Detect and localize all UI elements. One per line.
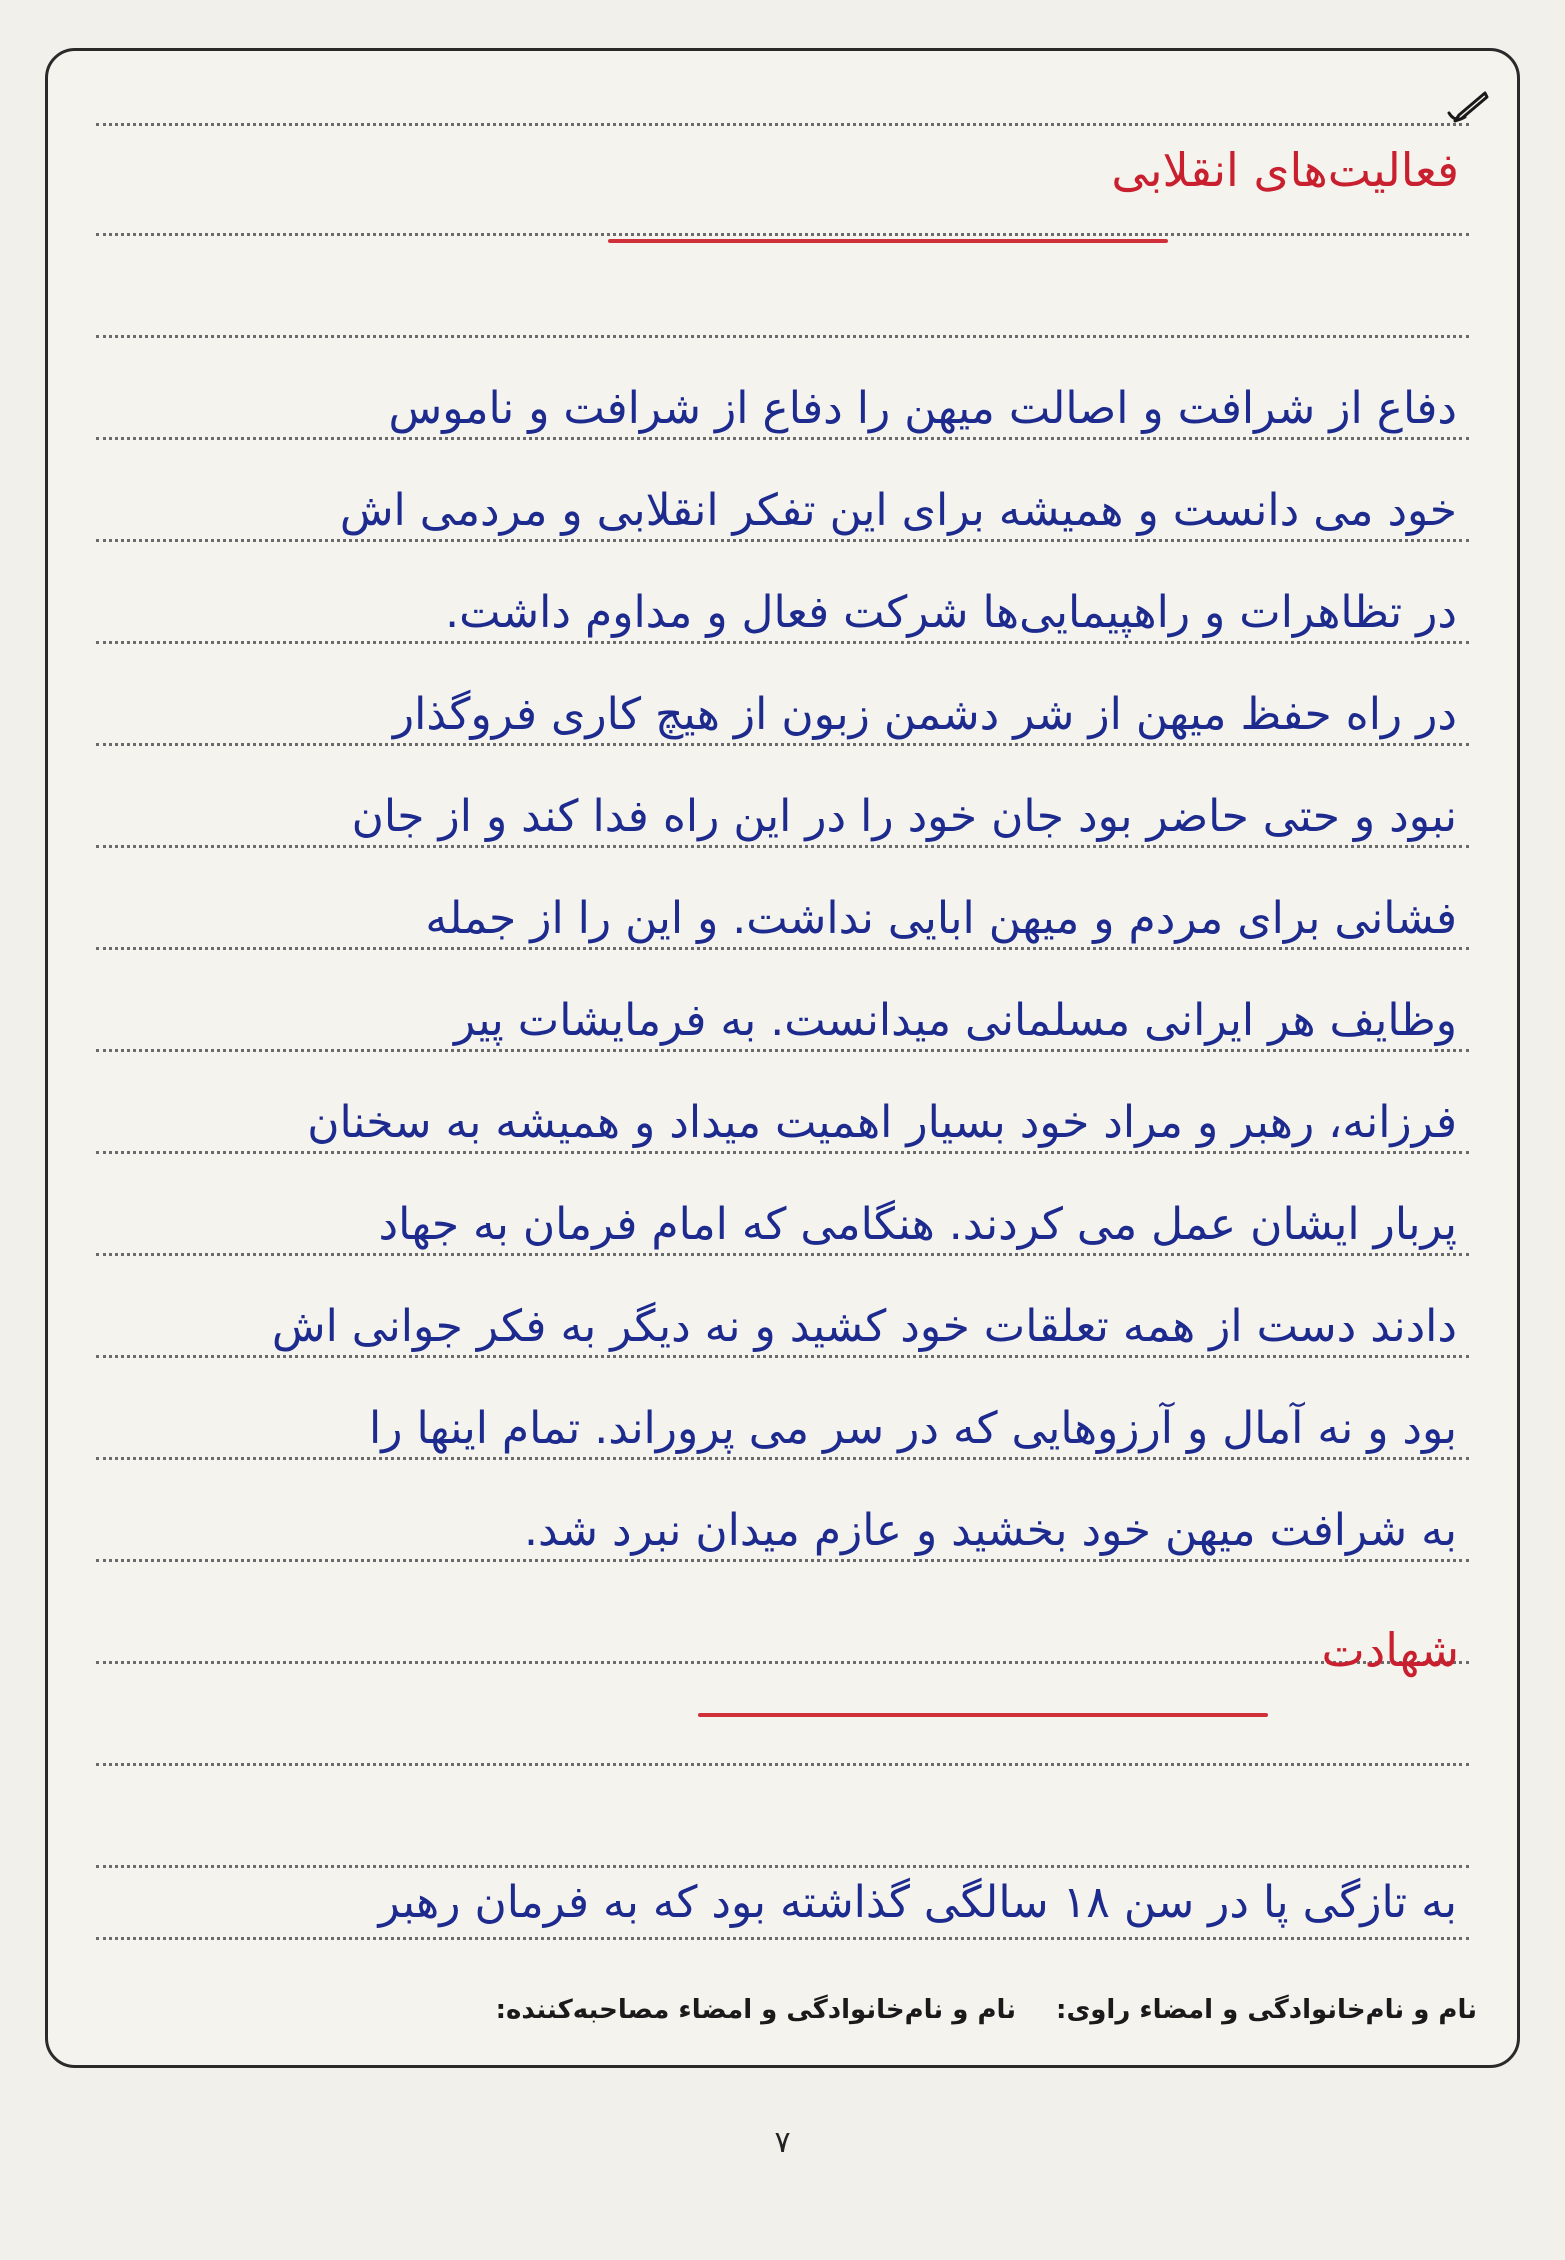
- pen-icon: [1445, 89, 1489, 125]
- ruled-line: [96, 1253, 1469, 1256]
- handwritten-line: به تازگی پا در سن ۱۸ سالگی گذاشته بود که به فرمان رهبر: [378, 1877, 1457, 1928]
- handwritten-line: نبود و حتی حاضر بود جان خود را در این راه فدا کند و از جان: [351, 791, 1457, 842]
- ruled-line: [96, 539, 1469, 542]
- ruled-line: [96, 1355, 1469, 1358]
- ruled-line: [96, 1661, 1469, 1664]
- ruled-line: [96, 1763, 1469, 1766]
- narrator-signature-label: نام و نام‌خانوادگی و امضاء راوی:: [1056, 1995, 1477, 2025]
- handwritten-line: فشانی برای مردم و میهن ابایی نداشت. و این را از جمله: [425, 893, 1457, 944]
- handwritten-line: به شرافت میهن خود بخشید و عازم میدان نبرد شد.: [524, 1505, 1457, 1556]
- page-number: ۷: [774, 2125, 791, 2160]
- ruled-line: [96, 641, 1469, 644]
- handwritten-line: بود و نه آمال و آرزوهایی که در سر می پروراند. تمام اینها را: [369, 1403, 1457, 1454]
- ruled-line: [96, 743, 1469, 746]
- ruled-line: [96, 1937, 1469, 1940]
- section-heading: شهادت: [1321, 1623, 1459, 1677]
- notebook-page: [45, 48, 1520, 2068]
- handwritten-line: وظایف هر ایرانی مسلمانی میدانست. به فرمایشات پیر: [454, 995, 1457, 1046]
- handwritten-line: در راه حفظ میهن از شر دشمن زبون از هیچ کاری فروگذار: [392, 689, 1457, 740]
- ruled-line: [96, 233, 1469, 236]
- signature-labels: [108, 1995, 1477, 2025]
- heading-underline: [698, 1713, 1268, 1717]
- ruled-line: [96, 947, 1469, 950]
- ruled-line: [96, 335, 1469, 338]
- interviewer-signature-label: نام و نام‌خانوادگی و امضاء مصاحبه‌کننده:: [495, 1995, 1017, 2025]
- handwritten-line: فرزانه، رهبر و مراد خود بسیار اهمیت میداد و همیشه به سخنان: [307, 1097, 1457, 1148]
- handwritten-line: دادند دست از همه تعلقات خود کشید و نه دیگر به فکر جوانی اش: [271, 1301, 1457, 1352]
- section-heading: فعالیت‌های انقلابی: [1111, 143, 1459, 197]
- handwritten-line: خود می دانست و همیشه برای این تفکر انقلابی و مردمی اش: [339, 485, 1457, 536]
- ruled-line: [96, 123, 1469, 126]
- ruled-line: [96, 437, 1469, 440]
- ruled-line: [96, 845, 1469, 848]
- ruled-line: [96, 1457, 1469, 1460]
- handwritten-line: دفاع از شرافت و اصالت میهن را دفاع از شرافت و ناموس: [388, 383, 1457, 434]
- heading-underline: [608, 239, 1168, 243]
- ruled-line: [96, 1559, 1469, 1562]
- ruled-line: [96, 1049, 1469, 1052]
- ruled-line: [96, 1865, 1469, 1868]
- handwritten-line: در تظاهرات و راهپیمایی‌ها شرکت فعال و مداوم داشت.: [445, 587, 1457, 638]
- ruled-line: [96, 1151, 1469, 1154]
- handwritten-line: پربار ایشان عمل می کردند. هنگامی که امام فرمان به جهاد: [378, 1199, 1457, 1250]
